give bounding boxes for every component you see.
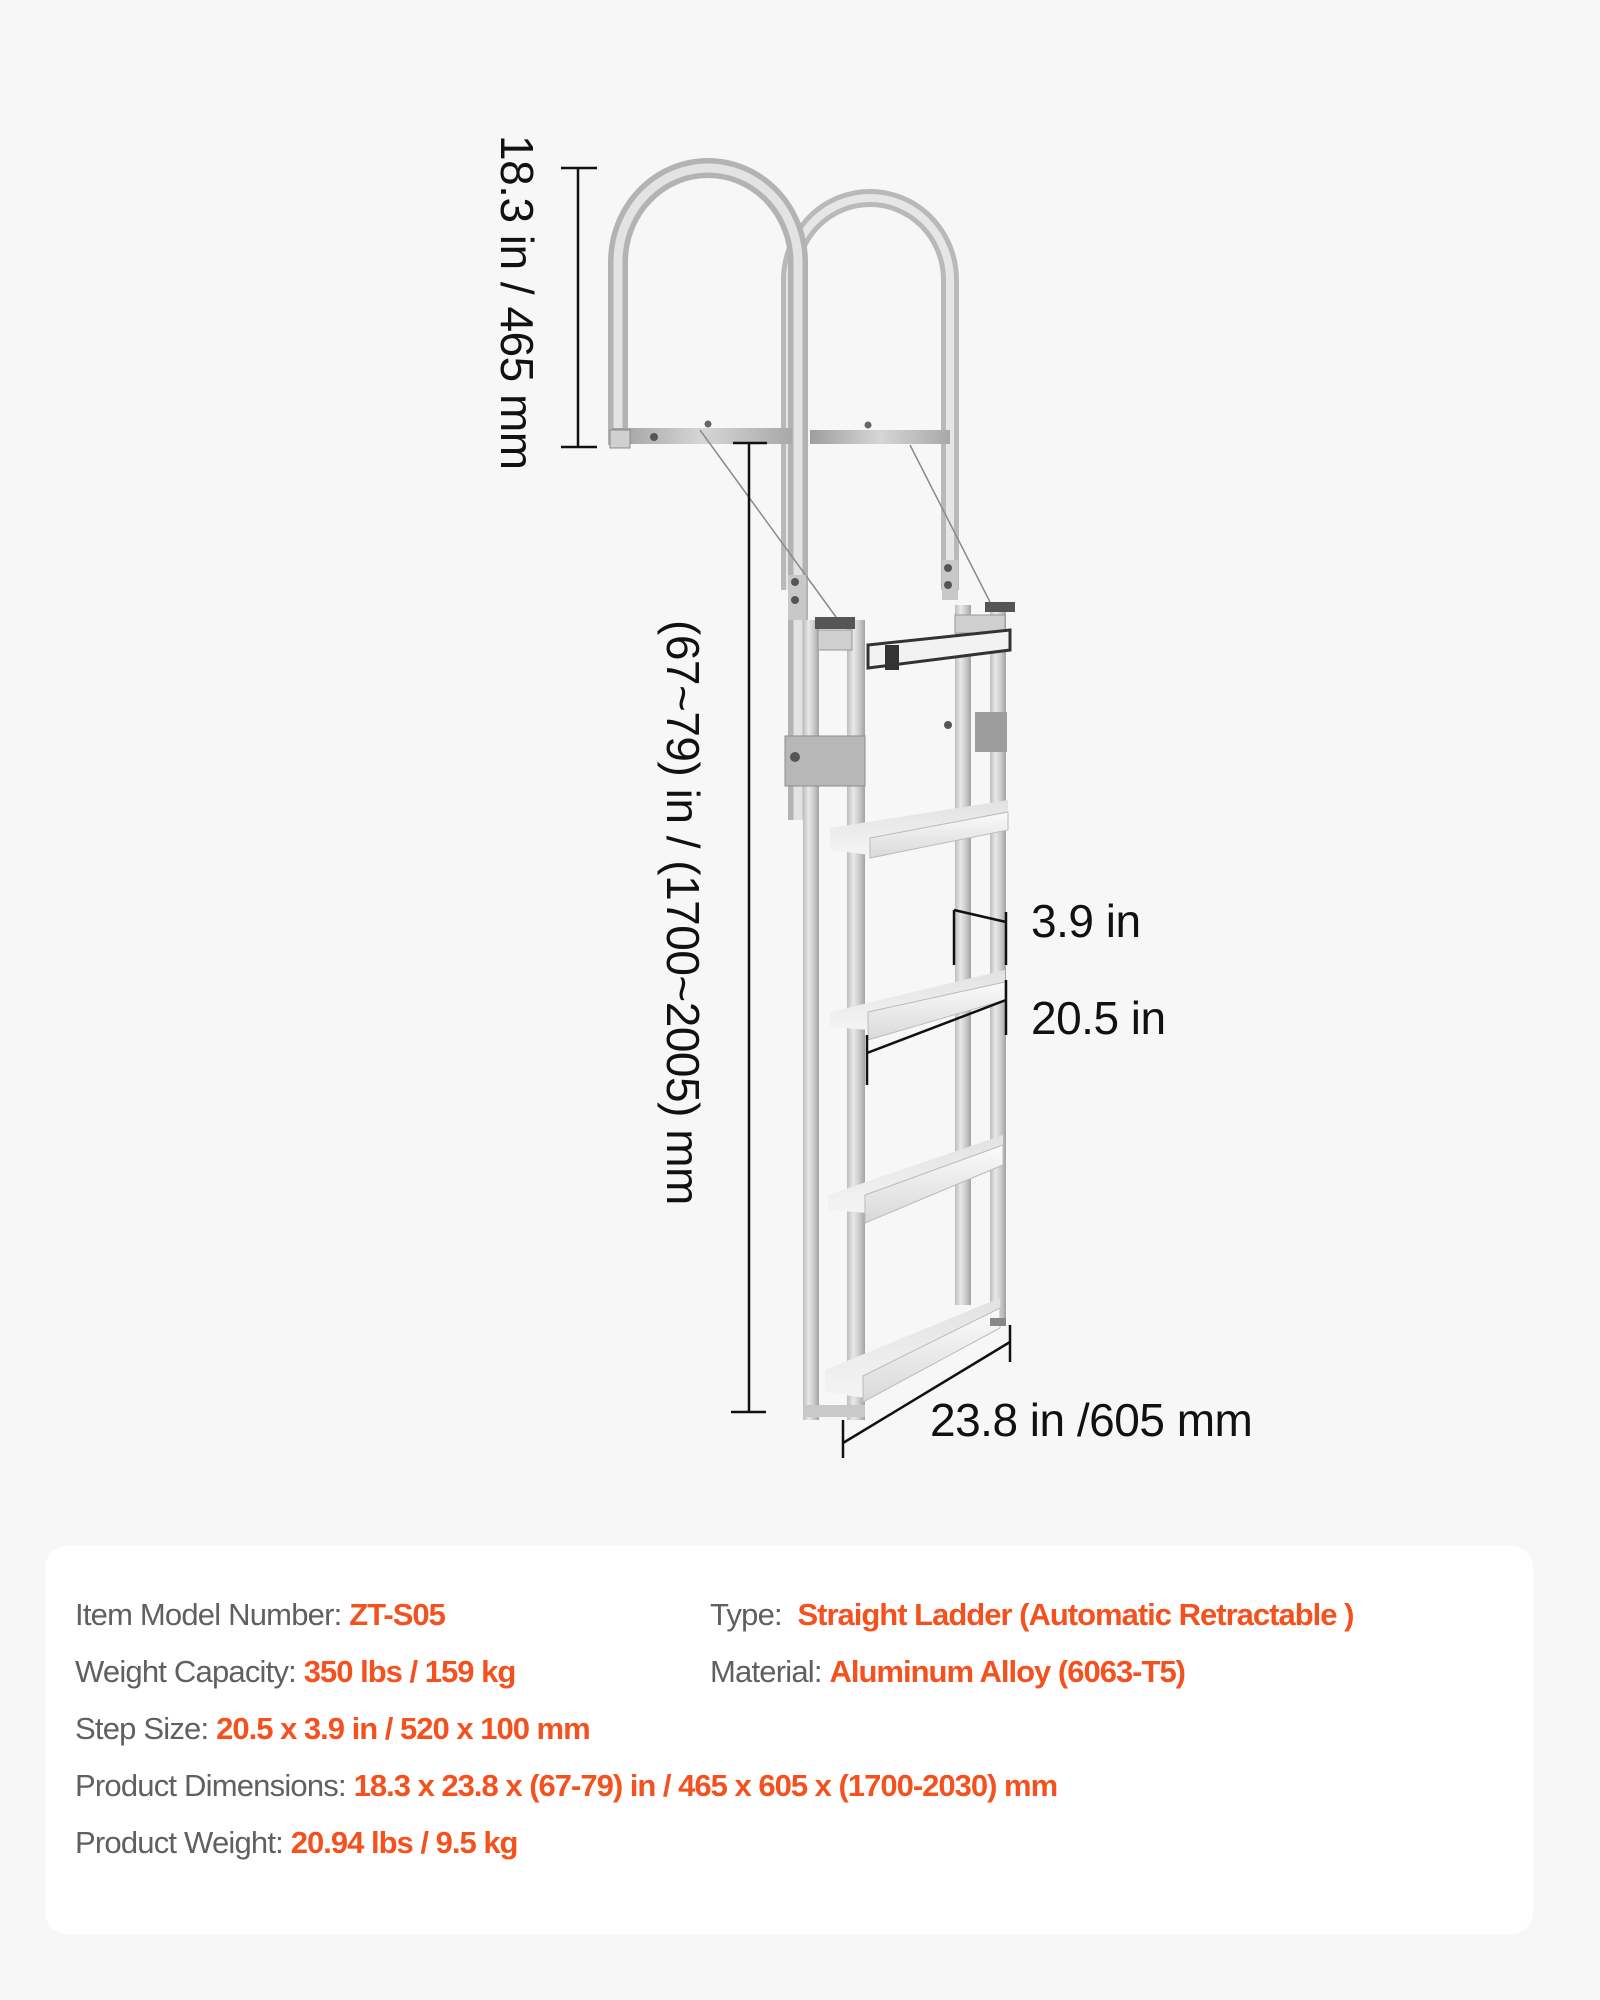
spec-dimensions-label: Product Dimensions:	[75, 1768, 354, 1803]
step-width-label: 20.5 in	[1031, 992, 1166, 1044]
spec-weight	[75, 1827, 518, 1858]
spec-type-label: Type:	[710, 1597, 798, 1632]
ladder-length-label: (67~79) in / (1700~2005) mm	[657, 620, 709, 1205]
spec-type-value: Straight Ladder (Automatic Retractable )	[797, 1597, 1354, 1632]
spec-capacity-label: Weight Capacity:	[75, 1654, 304, 1689]
spec-model	[75, 1599, 445, 1630]
spec-model-value: ZT-S05	[349, 1597, 445, 1632]
spec-material-value: Aluminum Alloy (6063-T5)	[829, 1654, 1186, 1689]
rail-rear-inner	[955, 605, 971, 1305]
rear-handrail	[790, 198, 950, 590]
spec-step-size-value: 20.5 x 3.9 in / 520 x 100 mm	[216, 1711, 590, 1746]
mount-bar-right	[810, 430, 950, 444]
spec-weight-value: 20.94 lbs / 9.5 kg	[290, 1825, 518, 1860]
spec-step-size-label: Step Size:	[75, 1711, 217, 1746]
spec-material	[710, 1656, 1185, 1687]
spec-dimensions-value: 18.3 x 23.8 x (67-79) in / 465 x 605 x (1700-2030) mm	[353, 1768, 1058, 1803]
mount-bar-left	[612, 428, 792, 444]
step-depth-label: 3.9 in	[1031, 895, 1141, 947]
spec-material-label: Material:	[710, 1654, 830, 1689]
specifications-card	[45, 1546, 1533, 1934]
overall-width-label: 23.8 in /605 mm	[930, 1394, 1253, 1446]
spec-step-size	[75, 1713, 590, 1744]
handrail-height-label: 18.3 in / 465 mm	[491, 135, 543, 470]
spec-weight-label: Product Weight:	[75, 1825, 291, 1860]
spec-type	[710, 1599, 1353, 1630]
spec-model-label: Item Model Number:	[75, 1597, 350, 1632]
spec-capacity-value: 350 lbs / 159 kg	[303, 1654, 516, 1689]
spec-capacity	[75, 1656, 515, 1687]
spec-dimensions	[75, 1770, 1057, 1801]
